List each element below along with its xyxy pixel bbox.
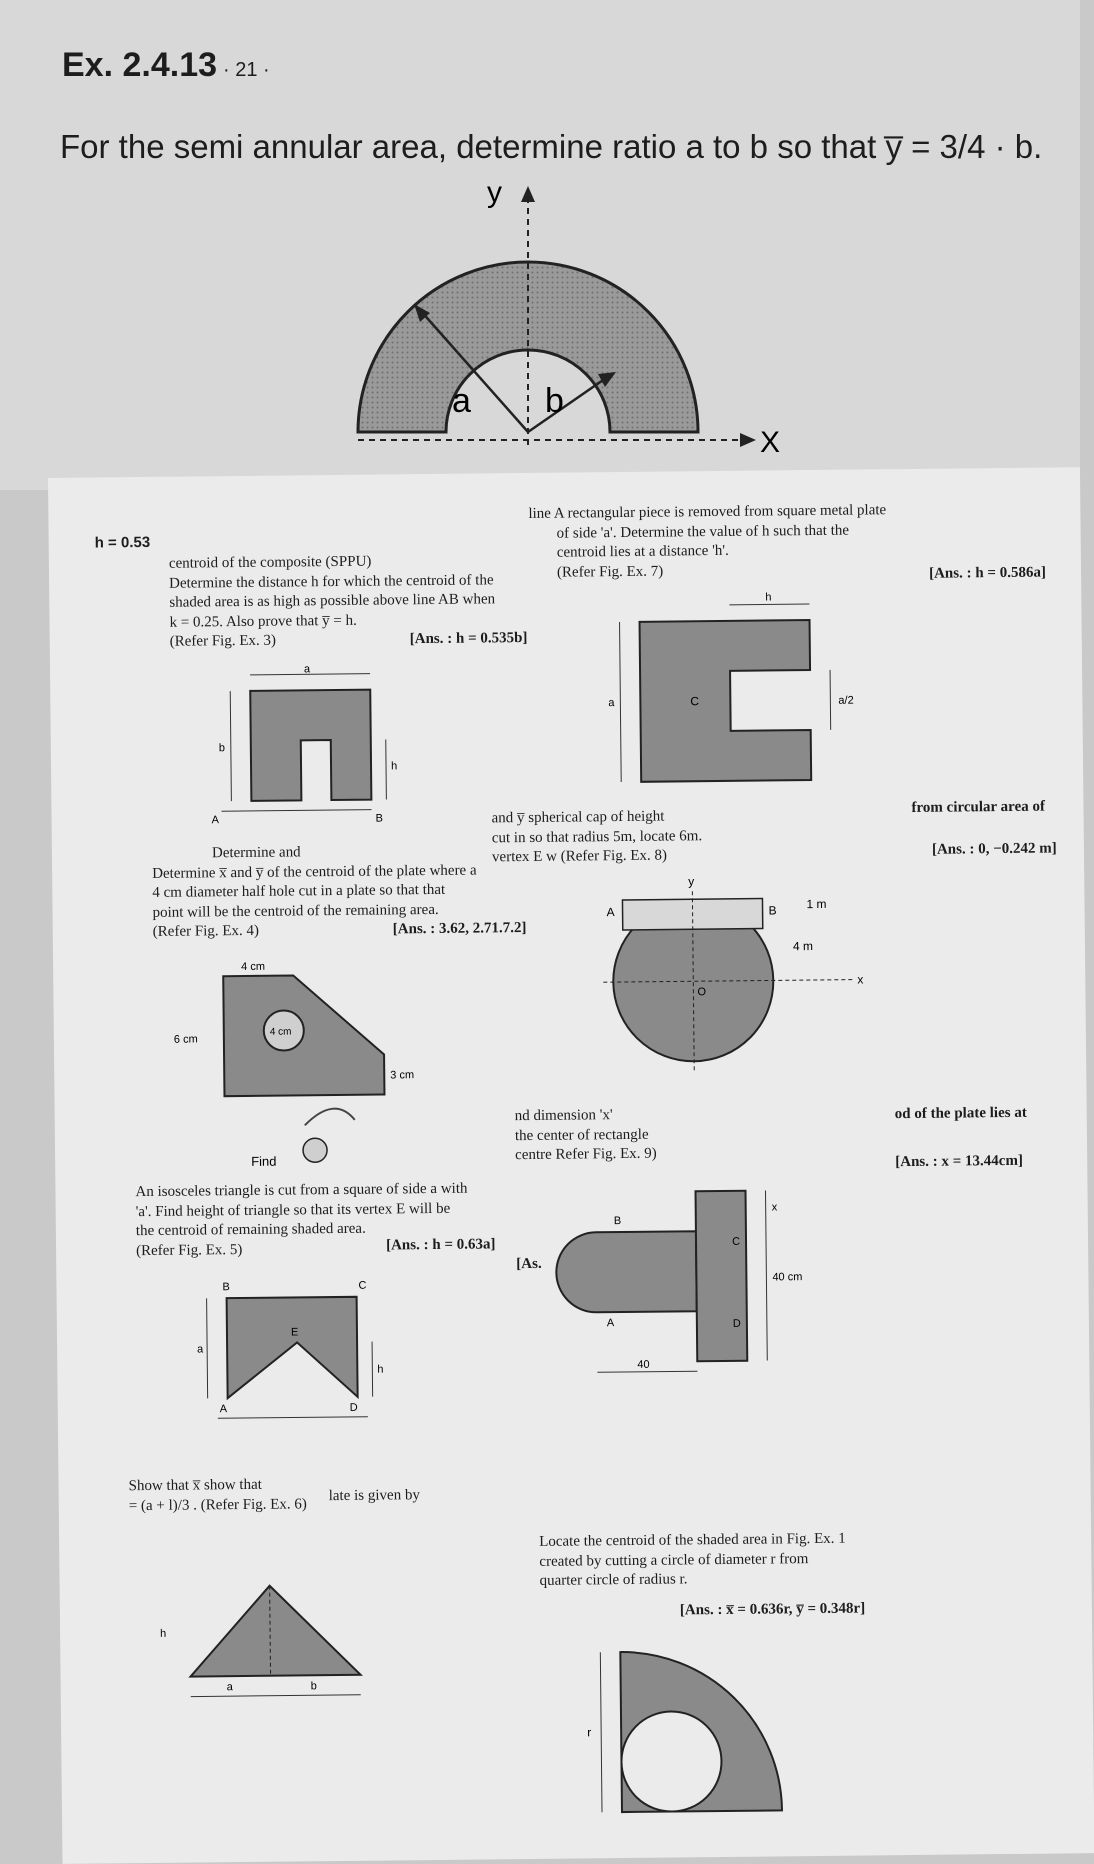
svg-text:r: r xyxy=(587,1725,592,1740)
left-p2-line: point will be the centroid of the remaining area. xyxy=(152,901,439,921)
svg-text:C: C xyxy=(358,1279,367,1292)
right-p1-line: centroid lies at a distance 'h'. xyxy=(556,542,729,561)
left-p1-line: centroid of the composite (SPPU) xyxy=(168,553,372,572)
svg-text:1 m: 1 m xyxy=(806,896,827,912)
fig-ex9 xyxy=(535,1169,897,1403)
svg-text:B: B xyxy=(613,1215,622,1228)
semi-annular-figure xyxy=(0,0,1080,490)
svg-text:4 cm: 4 cm xyxy=(241,960,266,974)
svg-text:b: b xyxy=(310,1680,317,1693)
fig-ex7 xyxy=(579,589,901,812)
svg-text:y: y xyxy=(688,874,695,889)
svg-text:h: h xyxy=(377,1363,384,1376)
fig-ex4 xyxy=(153,944,415,1177)
left-p4-note: late is given by xyxy=(328,1487,420,1505)
a-label: a xyxy=(452,382,471,420)
svg-text:4 m: 4 m xyxy=(792,939,814,954)
right-p2-answer: [Ans. : 0, −0.242 m] xyxy=(931,840,1057,858)
top-sheet xyxy=(0,0,1080,490)
left-p1-line: shaded area is as high as possible above line AB when xyxy=(169,591,496,611)
svg-text:3 cm: 3 cm xyxy=(390,1069,415,1082)
svg-text:x: x xyxy=(771,1201,778,1214)
question-text: For the semi annular area, determine ratio a to b so that xyxy=(60,128,886,165)
y-arrow xyxy=(521,186,535,202)
svg-text:A: A xyxy=(606,1317,615,1330)
svg-text:x: x xyxy=(857,972,864,987)
left-p2-line: 4 cm diameter half hole cut in a plate so that that xyxy=(152,881,446,901)
right-p2-line: and y̅ spherical cap of height xyxy=(491,808,665,827)
left-p2-answer: [Ans. : 3.62, 2.71.7.2] xyxy=(392,920,527,938)
left-p2-line: Determine and xyxy=(211,844,301,862)
left-p1-line: (Refer Fig. Ex. 3) xyxy=(169,632,277,650)
svg-text:A: A xyxy=(606,905,615,920)
left-p2-line: Determine x̅ and y̅ of the centroid of the plate where a xyxy=(152,862,477,882)
right-p2-side: from circular area of xyxy=(911,798,1046,816)
right-p4-line: Locate the centroid of the shaded area in Fig. Ex. 1 xyxy=(539,1530,846,1550)
left-p1-answer: [Ans. : h = 0.535b] xyxy=(409,629,528,648)
handwritten-note: · 21 · xyxy=(223,59,270,81)
left-p1-line: Determine the distance h for which the centroid of the xyxy=(169,571,494,592)
svg-text:B: B xyxy=(375,812,383,825)
textbook-sheet xyxy=(48,467,1094,1864)
svg-text:C: C xyxy=(731,1235,741,1248)
svg-text:E: E xyxy=(290,1326,299,1339)
right-p3-line: centre Refer Fig. Ex. 9) xyxy=(515,1145,657,1164)
right-p4-line: created by cutting a circle of diameter r from xyxy=(539,1550,809,1570)
right-p3-answer: [Ans. : x = 13.44cm] xyxy=(895,1152,1023,1171)
svg-text:D: D xyxy=(349,1401,358,1414)
right-p2-line: vertex E w (Refer Fig. Ex. 8) xyxy=(491,847,668,866)
right-p4 xyxy=(539,1527,1060,1591)
left-p4-line: Show that x̅ show that xyxy=(128,1476,262,1495)
x-arrow xyxy=(740,433,756,447)
b-label: b xyxy=(545,382,564,420)
svg-text:40: 40 xyxy=(637,1358,650,1371)
right-p3-side: od of the plate lies at xyxy=(894,1104,1027,1123)
left-p3-answer-tail: [As. xyxy=(516,1255,542,1273)
svg-text:a/2: a/2 xyxy=(838,694,854,707)
fig-ex5 xyxy=(176,1266,418,1449)
svg-text:O: O xyxy=(697,986,707,999)
left-p3-line: 'a'. Find height of triangle so that its vertex E will be xyxy=(135,1200,451,1220)
left-p3-line: the centroid of remaining shaded area. xyxy=(135,1220,366,1240)
left-p3-answer: [Ans. : h = 0.63a] xyxy=(385,1236,496,1254)
svg-text:B: B xyxy=(768,903,777,918)
right-p4-answer: [Ans. : x̅ = 0.636r, y̅ = 0.348r] xyxy=(679,1600,866,1619)
right-p1-line: of side 'a'. Determine the value of h such that the xyxy=(556,522,850,542)
right-p4-line: quarter circle of radius r. xyxy=(539,1571,688,1589)
svg-text:h: h xyxy=(765,591,772,604)
right-p1-answer: [Ans. : h = 0.586a] xyxy=(928,564,1047,582)
left-p2-line: (Refer Fig. Ex. 4) xyxy=(152,922,260,940)
svg-text:A: A xyxy=(211,814,219,827)
left-p3-line: An isosceles triangle is cut from a square of side a with xyxy=(135,1180,468,1201)
y-label: y xyxy=(487,176,502,209)
svg-text:C: C xyxy=(690,694,700,709)
radius-b-line xyxy=(528,378,606,432)
fig-ex3 xyxy=(190,659,398,831)
svg-text:a: a xyxy=(303,663,311,676)
right-p1-line: line A rectangular piece is removed from square metal plate xyxy=(528,502,887,522)
fig-ex10 xyxy=(560,1630,862,1853)
fig-ex8 xyxy=(592,869,955,1133)
x-label: X xyxy=(760,426,781,459)
question-formula: y̅ = 3/4 · b. xyxy=(885,128,1043,165)
svg-text:Find: Find xyxy=(251,1153,277,1169)
right-p3 xyxy=(515,1104,816,1166)
left-p3-line: (Refer Fig. Ex. 5) xyxy=(136,1241,243,1259)
right-p2 xyxy=(491,806,792,868)
right-p2-line: cut in so that radius 5m, locate 6m. xyxy=(491,827,703,846)
svg-text:h: h xyxy=(160,1627,167,1640)
svg-text:h: h xyxy=(390,760,398,773)
svg-text:6 cm: 6 cm xyxy=(173,1033,198,1046)
svg-text:B: B xyxy=(222,1281,230,1294)
svg-text:a: a xyxy=(608,697,615,710)
exercise-label: Ex. 2.4.13 xyxy=(62,46,218,84)
svg-text:A: A xyxy=(219,1403,228,1416)
left-p1-line: k = 0.25. Also prove that y̅ = h. xyxy=(169,612,357,631)
svg-text:a: a xyxy=(197,1343,204,1356)
svg-text:b: b xyxy=(218,742,226,755)
left-p4-line: = (a + l)/3 . (Refer Fig. Ex. 6) xyxy=(128,1495,307,1514)
fig-ex6 xyxy=(139,1554,401,1717)
right-p3-line: nd dimension 'x' xyxy=(514,1107,613,1125)
svg-text:4 cm: 4 cm xyxy=(269,1026,292,1038)
svg-text:D: D xyxy=(732,1317,741,1330)
svg-text:a: a xyxy=(226,1681,233,1694)
right-p1-line: (Refer Fig. Ex. 7) xyxy=(556,563,664,581)
right-p3-line: the center of rectangle xyxy=(514,1126,649,1144)
left-p3 xyxy=(135,1178,596,1261)
h-note: h = 0.53 xyxy=(94,533,151,552)
svg-text:40 cm: 40 cm xyxy=(772,1271,803,1284)
